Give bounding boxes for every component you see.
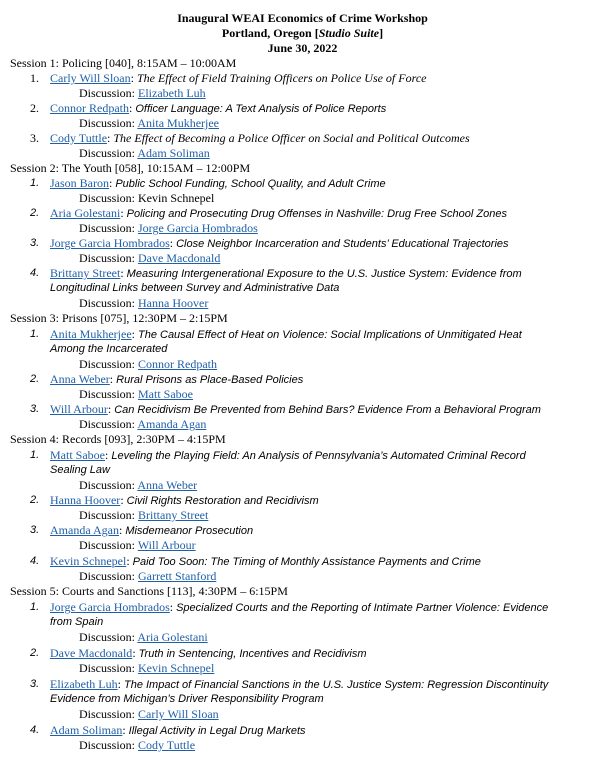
separator: : [117, 677, 124, 691]
discussion-line [79, 387, 193, 402]
author-link[interactable]: Anita Mukherjee [50, 327, 132, 341]
paper-number: 1. [30, 449, 40, 461]
paper-entry [50, 600, 595, 616]
discussion-line [79, 86, 206, 101]
workshop-location [0, 26, 605, 41]
discussion-line [79, 707, 219, 722]
paper-title-continued: from Spain [50, 616, 104, 628]
paper-number: 2. [30, 207, 40, 219]
discussant-link[interactable]: Kevin Schnepel [138, 661, 215, 675]
discussion-line [79, 569, 216, 584]
paper-number: 4. [30, 267, 40, 279]
paper-entry [50, 266, 595, 282]
paper-entry [50, 236, 595, 252]
paper-title: Leveling the Playing Field: An Analysis of Pennsylvania’s Automated Criminal Record [111, 450, 526, 462]
location-suffix: ] [379, 26, 384, 40]
paper-number: 4. [30, 555, 40, 567]
discussion-label: Discussion: [79, 191, 136, 205]
author-link[interactable]: Elizabeth Luh [50, 677, 118, 691]
separator: : [126, 554, 133, 568]
paper-number: 3. [30, 524, 40, 536]
discussion-label: Discussion: [79, 251, 136, 265]
discussion-label: Discussion: [79, 630, 136, 644]
discussion-line [79, 221, 258, 236]
discussant-link[interactable]: Matt Saboe [138, 387, 194, 401]
discussant-link[interactable]: Brittany Street [138, 508, 209, 522]
discussion-label: Discussion: [79, 538, 136, 552]
discussion-label: Discussion: [79, 569, 136, 583]
author-link[interactable]: Hanna Hoover [50, 493, 121, 507]
paper-number: 2. [30, 373, 40, 385]
discussant-link[interactable]: Anita Mukherjee [137, 116, 219, 130]
paper-title: Measuring Intergenerational Exposure to the U.S. Justice System: Evidence from [126, 268, 522, 280]
discussant-link[interactable]: Adam Soliman [137, 146, 210, 160]
paper-title: The Effect of Field Training Officers on Police Use of Force [136, 71, 427, 85]
paper-title-continued: Among the Incarcerated [50, 343, 168, 355]
discussion-line [79, 357, 217, 372]
separator: : [107, 402, 115, 416]
author-link[interactable]: Dave Macdonald [50, 646, 133, 660]
workshop-title: Inaugural WEAI Economics of Crime Workshop [177, 11, 428, 25]
paper-title: Specialized Courts and the Reporting of Intimate Partner Violence: Evidence [176, 602, 549, 614]
discussion-line [79, 146, 210, 161]
paper-entry [50, 493, 595, 509]
discussant-link[interactable]: Elizabeth Luh [138, 86, 206, 100]
discussion-line [79, 538, 196, 553]
discussion-line [79, 251, 220, 266]
session-heading: Session 4: Records [093], 2:30PM – 4:15PM [10, 432, 226, 446]
paper-title: Truth in Sentencing, Incentives and Recidivism [138, 648, 367, 660]
separator: : [107, 131, 114, 145]
paper-number: 3. [30, 403, 40, 415]
paper-entry [50, 646, 595, 662]
discussant-link[interactable]: Amanda Agan [137, 417, 207, 431]
discussant-link[interactable]: Aria Golestani [137, 630, 208, 644]
discussant-link[interactable]: Connor Redpath [138, 357, 218, 371]
author-link[interactable]: Carly Will Sloan [50, 71, 131, 85]
paper-number: 2. [30, 647, 40, 659]
workshop-date: June 30, 2022 [267, 41, 338, 55]
discussion-label: Discussion: [79, 296, 136, 310]
paper-entry [50, 554, 595, 570]
separator: : [120, 493, 127, 507]
discussant-link[interactable]: Carly Will Sloan [138, 707, 219, 721]
location-prefix: Portland, Oregon [ [221, 26, 319, 40]
author-link[interactable]: Brittany Street [50, 266, 121, 280]
paper-title: Officer Language: A Text Analysis of Police Reports [135, 103, 387, 115]
discussion-label: Discussion: [79, 116, 136, 130]
discussion-label: Discussion: [79, 387, 136, 401]
paper-number: 3. [30, 131, 39, 145]
location-room: Studio Suite [318, 26, 380, 40]
author-link[interactable]: Anna Weber [50, 372, 110, 386]
discussion-label: Discussion: [79, 86, 136, 100]
paper-entry [50, 402, 595, 418]
paper-entry [50, 723, 595, 739]
paper-entry [50, 448, 595, 464]
paper-entry [50, 206, 595, 222]
paper-title: The Effect of Becoming a Police Officer on Social and Political Outcomes [113, 131, 470, 145]
paper-number: 4. [30, 724, 40, 736]
author-link[interactable]: Adam Soliman [50, 723, 123, 737]
discussion-line [79, 661, 214, 676]
separator: : [132, 646, 139, 660]
discussion-line [79, 630, 208, 645]
separator: : [130, 71, 137, 85]
paper-title: Can Recidivism Be Prevented from Behind Bars? Evidence From a Behavioral Program [114, 404, 541, 416]
paper-title: The Impact of Financial Sanctions in the U.S. Justice System: Regression Discontinuity [123, 679, 549, 691]
paper-title: Policing and Prosecuting Drug Offenses in Nashville: Drug Free School Zones [126, 208, 507, 220]
paper-number: 2. [30, 101, 39, 115]
paper-title-continued: Sealing Law [50, 464, 110, 476]
discussion-line [79, 296, 208, 311]
paper-number: 1. [30, 328, 40, 340]
separator: : [169, 600, 177, 614]
author-link[interactable]: Cody Tuttle [50, 131, 108, 145]
discussion-label: Discussion: [79, 707, 136, 721]
paper-title: Paid Too Soon: The Timing of Monthly Assistance Payments and Crime [132, 556, 481, 568]
discussant-link[interactable]: Dave Macdonald [138, 251, 221, 265]
paper-entry [50, 176, 595, 192]
author-link[interactable]: Connor Redpath [50, 101, 129, 115]
paper-title: The Causal Effect of Heat on Violence: Social Implications of Unmitigated Heat [137, 329, 522, 341]
author-link[interactable]: Jorge Garcia Hombrados [50, 236, 170, 250]
paper-number: 2. [30, 494, 40, 506]
discussion-line [79, 508, 208, 523]
author-link[interactable]: Jorge Garcia Hombrados [50, 600, 170, 614]
author-link[interactable]: Kevin Schnepel [50, 554, 127, 568]
discussion-label: Discussion: [79, 508, 136, 522]
discussion-label: Discussion: [79, 661, 136, 675]
author-link[interactable]: Matt Saboe [50, 448, 105, 462]
separator: : [122, 723, 129, 737]
separator: : [169, 236, 177, 250]
discussant-link[interactable]: Jorge Garcia Hombrados [138, 221, 258, 235]
author-link[interactable]: Will Arbour [50, 402, 108, 416]
paper-title-continued: Longitudinal Links between Survey and Administrative Data [50, 282, 340, 294]
discussion-label: Discussion: [79, 738, 136, 752]
paper-entry [50, 677, 595, 693]
discussant-link[interactable]: Garrett Stanford [138, 569, 217, 583]
paper-number: 1. [30, 601, 40, 613]
discussion-line [79, 116, 219, 131]
paper-title: Public School Funding, School Quality, and Adult Crime [115, 178, 386, 190]
discussant-link[interactable]: Anna Weber [137, 478, 198, 492]
session-heading: Session 2: The Youth [058], 10:15AM – 12:00PM [10, 161, 251, 175]
paper-number: 3. [30, 678, 40, 690]
paper-entry [50, 71, 595, 86]
discussion-label: Discussion: [79, 417, 136, 431]
separator: : [129, 101, 136, 115]
separator: : [109, 176, 116, 190]
separator: : [120, 206, 127, 220]
paper-entry [50, 131, 595, 146]
author-link[interactable]: Amanda Agan [50, 523, 119, 537]
discussion-label: Discussion: [79, 221, 136, 235]
paper-title-continued: Evidence from Michigan’s Driver Responsibility Program [50, 693, 324, 705]
paper-entry [50, 372, 595, 388]
paper-number: 1. [30, 71, 39, 85]
paper-title: Illegal Activity in Legal Drug Markets [128, 725, 306, 737]
paper-title: Rural Prisons as Place-Based Policies [116, 374, 304, 386]
discussion-label: Discussion: [79, 357, 136, 371]
separator: : [120, 266, 127, 280]
separator: : [118, 523, 126, 537]
paper-number: 3. [30, 237, 40, 249]
paper-entry [50, 523, 595, 539]
paper-number: 1. [30, 177, 40, 189]
separator: : [109, 372, 117, 386]
discussion-label: Discussion: [79, 478, 136, 492]
discussant-name: Kevin Schnepel [138, 191, 215, 205]
discussant-link[interactable]: Will Arbour [137, 538, 196, 552]
paper-title: Close Neighbor Incarceration and Students’ Educational Trajectories [176, 238, 509, 250]
paper-title: Misdemeanor Prosecution [125, 525, 254, 537]
discussant-link[interactable]: Hanna Hoover [138, 296, 209, 310]
discussion-line [79, 191, 214, 206]
paper-title: Civil Rights Restoration and Recidivism [126, 495, 319, 507]
discussion-line [79, 417, 206, 432]
separator: : [131, 327, 138, 341]
author-link[interactable]: Aria Golestani [50, 206, 121, 220]
session-heading: Session 5: Courts and Sanctions [113], 4:30PM – 6:15PM [10, 584, 288, 598]
separator: : [105, 448, 112, 462]
discussion-line [79, 738, 195, 753]
session-heading: Session 1: Policing [040], 8:15AM – 10:00AM [10, 56, 237, 70]
author-link[interactable]: Jason Baron [50, 176, 109, 190]
paper-entry [50, 101, 595, 117]
discussion-line [79, 478, 197, 493]
paper-entry [50, 327, 595, 343]
discussion-label: Discussion: [79, 146, 136, 160]
session-heading: Session 3: Prisons [075], 12:30PM – 2:15PM [10, 311, 228, 325]
discussant-link[interactable]: Cody Tuttle [138, 738, 196, 752]
